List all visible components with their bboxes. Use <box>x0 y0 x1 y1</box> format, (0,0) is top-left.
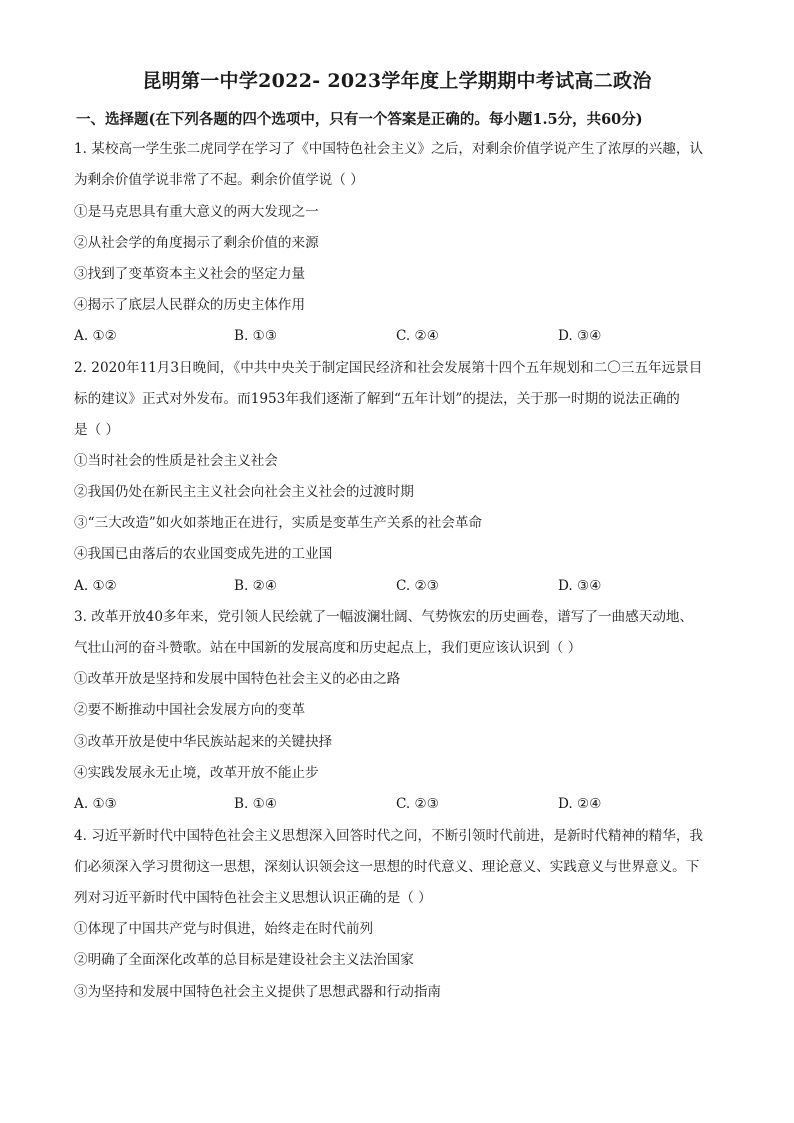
question-1-option-a: A. ①② <box>74 328 117 344</box>
exam-title: 昆明第一中学2022- 2023学年度上学期期中考试高二政治 <box>142 70 652 92</box>
question-3-option-c: C. ②③ <box>396 796 439 812</box>
question-1-statement-4: ④揭示了底层人民群众的历史主体作用 <box>74 297 306 313</box>
question-3-stem-line-1: 3. 改革开放40多年来，党引领人民绘就了一幅波澜壮阔、气势恢宏的历史画卷，谱写了一曲感天动地、 <box>74 609 694 625</box>
question-2-statement-4: ④我国已由落后的农业国变成先进的工业国 <box>74 546 333 562</box>
question-2-statement-2: ②我国仍处在新民主主义社会向社会主义社会的过渡时期 <box>74 484 414 500</box>
question-3-statement-2: ②要不断推动中国社会发展方向的变革 <box>74 702 306 718</box>
question-2-stem-line-3: 是（ ） <box>74 422 120 438</box>
question-1-statement-3: ③找到了变革资本主义社会的坚定力量 <box>74 266 306 282</box>
question-2-option-b: B. ②④ <box>234 578 278 594</box>
question-3-option-a: A. ①③ <box>74 796 117 812</box>
question-3-statement-1: ①改革开放是坚持和发展中国特色社会主义的必由之路 <box>74 671 401 687</box>
question-3-option-d: D. ②④ <box>558 796 602 812</box>
question-3-stem-line-2: 气壮山河的奋斗赞歌。站在中国新的发展高度和历史起点上，我们更应该认识到（ ） <box>74 640 582 656</box>
question-4-stem-line-2: 们必须深入学习贯彻这一思想，深刻认识领会这一思想的时代意义、理论意义、实践意义与世界意义。下 <box>74 859 700 875</box>
section-heading: 一、选择题(在下列各题的四个选项中，只有一个答案是正确的。每小题1.5分，共60分) <box>76 111 643 128</box>
question-2-statement-3: ③“三大改造”如火如荼地正在进行，实质是变革生产关系的社会革命 <box>74 515 483 531</box>
question-1-stem-line-2: 为剩余价值学说非常了不起。剩余价值学说（ ） <box>74 172 364 188</box>
question-3-option-b: B. ①④ <box>234 796 278 812</box>
question-4-stem-line-1: 4. 习近平新时代中国特色社会主义思想深入回答时代之问，不断引领时代前进，是新时代精神的精华，我 <box>74 828 704 844</box>
question-3-statement-4: ④实践发展永无止境，改革开放不能止步 <box>74 765 319 781</box>
question-4-statement-2: ②明确了全面深化改革的总目标是建设社会主义法治国家 <box>74 952 414 968</box>
question-1-option-b: B. ①③ <box>234 328 278 344</box>
question-1-statement-1: ①是马克思具有重大意义的两大发现之一 <box>74 204 319 220</box>
question-1-option-c: C. ②④ <box>396 328 439 344</box>
question-1-statement-2: ②从社会学的角度揭示了剩余价值的来源 <box>74 235 319 251</box>
question-4-stem-line-3: 列对习近平新时代中国特色社会主义思想认识正确的是（ ） <box>74 890 432 906</box>
question-2-option-a: A. ①② <box>74 578 117 594</box>
question-2-stem-line-2: 标的建议》正式对外发布。而1953年我们逐渐了解到“五年计划”的提法，关于那一时期的说法正确的 <box>74 391 680 407</box>
question-1-stem-line-1: 1. 某校高一学生张二虎同学在学习了《中国特色社会主义》之后，对剩余价值学说产生了浓厚的兴趣，认 <box>74 141 704 157</box>
question-2-stem-line-1: 2. 2020年11月3日晚间，《中共中央关于制定国民经济和社会发展第十四个五年规划和二〇三五年远景目 <box>74 360 703 376</box>
question-2-option-c: C. ②③ <box>396 578 439 594</box>
question-1-option-d: D. ③④ <box>558 328 602 344</box>
question-4-statement-1: ①体现了中国共产党与时俱进，始终走在时代前列 <box>74 921 374 937</box>
question-4-statement-3: ③为坚持和发展中国特色社会主义提供了思想武器和行动指南 <box>74 984 442 1000</box>
question-2-option-d: D. ③④ <box>558 578 602 594</box>
question-2-statement-1: ①当时社会的性质是社会主义社会 <box>74 453 278 469</box>
question-3-statement-3: ③改革开放是使中华民族站起来的关键抉择 <box>74 734 333 750</box>
